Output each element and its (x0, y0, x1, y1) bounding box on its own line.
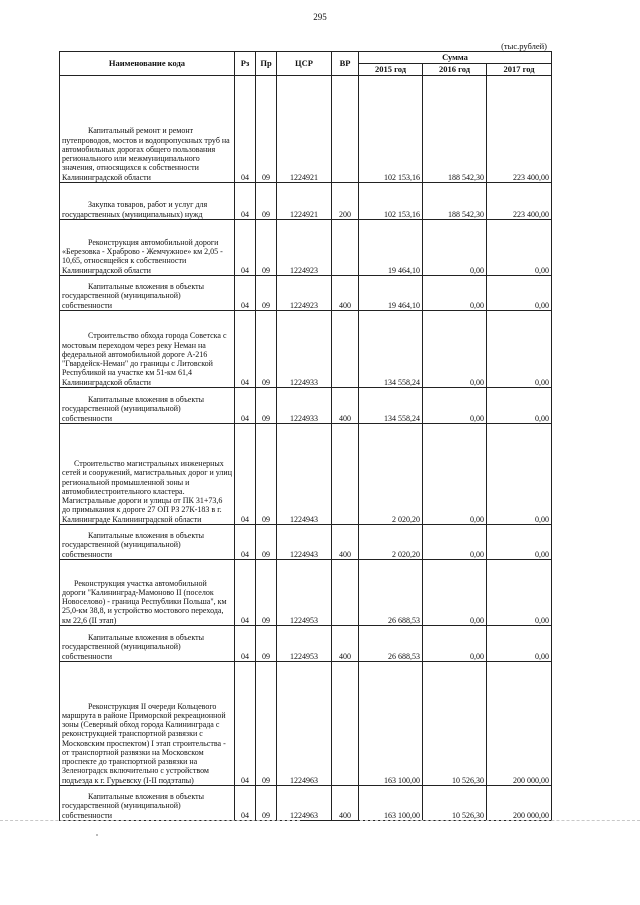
row-value-2015: 19 464,10 (359, 220, 423, 276)
header-rz: Рз (235, 52, 256, 76)
row-value-2017: 0,00 (487, 626, 552, 662)
table-row (60, 424, 552, 525)
row-rz: 04 (235, 183, 256, 220)
row-value-2016: 0,00 (423, 220, 487, 276)
row-rz: 04 (235, 220, 256, 276)
row-pr: 09 (256, 388, 277, 424)
row-csr: 1224953 (277, 626, 332, 662)
row-csr: 1224921 (277, 183, 332, 220)
row-rz: 04 (235, 662, 256, 786)
table-row (60, 626, 552, 662)
row-rz: 04 (235, 525, 256, 560)
row-rz: 04 (235, 786, 256, 821)
row-vr (332, 220, 359, 276)
row-csr: 1224963 (277, 786, 332, 821)
row-value-2017: 0,00 (487, 311, 552, 388)
row-value-2015: 134 558,24 (359, 311, 423, 388)
row-pr: 09 (256, 786, 277, 821)
row-value-2015: 163 100,00 (359, 786, 423, 821)
row-name: Строительство магистральных инженерных сетей и сооружений, магистральных дорог и улиц региональной промышленной зоны и автомобилестроительного кластера. Магистральные дороги и улицы от ПК 31+73,6 до примыкания к дороге 27 ОП РЗ 27К-183 в г. Калининграде Калининградской области (60, 424, 235, 525)
row-rz: 04 (235, 424, 256, 525)
row-pr: 09 (256, 183, 277, 220)
table-row (60, 786, 552, 821)
row-value-2016: 188 542,30 (423, 183, 487, 220)
row-name: Реконструкция участка автомобильной дороги "Калининград-Мамоново II (поселок Новоселово) - граница Республики Польша", км 25,0-км 38,8, и устройство мостового перехода, км 22,6 (II этап) (60, 560, 235, 626)
row-name: Капитальные вложения в объекты государственной (муниципальной) собственности (60, 388, 235, 424)
budget-table (59, 51, 552, 821)
row-value-2016: 0,00 (423, 388, 487, 424)
table-row (60, 276, 552, 311)
row-value-2017: 0,00 (487, 424, 552, 525)
row-value-2015: 102 153,16 (359, 183, 423, 220)
row-value-2017: 0,00 (487, 276, 552, 311)
row-rz: 04 (235, 626, 256, 662)
row-value-2016: 0,00 (423, 560, 487, 626)
row-value-2016: 0,00 (423, 626, 487, 662)
row-value-2017: 0,00 (487, 220, 552, 276)
row-pr: 09 (256, 662, 277, 786)
header-sum: Сумма (359, 52, 552, 64)
footer-dashed-line (0, 820, 300, 821)
row-rz: 04 (235, 276, 256, 311)
row-name: Капитальные вложения в объекты государственной (муниципальной) собственности (60, 786, 235, 821)
row-pr: 09 (256, 626, 277, 662)
scan-speck (96, 834, 98, 836)
footer-dashed-line (360, 820, 640, 821)
row-name: Реконструкция автомобильной дороги «Березовка - Храброво - Жемчужное» км 2,05 - 10,65, относящейся к собственности Калининградской области (60, 220, 235, 276)
header-year-2016: 2016 год (423, 64, 487, 76)
row-vr (332, 424, 359, 525)
row-name: Капитальные вложения в объекты государственной (муниципальной) собственности (60, 626, 235, 662)
row-rz: 04 (235, 560, 256, 626)
row-value-2016: 10 526,30 (423, 786, 487, 821)
row-pr: 09 (256, 276, 277, 311)
row-pr: 09 (256, 560, 277, 626)
row-vr (332, 560, 359, 626)
row-value-2017: 0,00 (487, 560, 552, 626)
row-value-2017: 200 000,00 (487, 662, 552, 786)
row-csr: 1224933 (277, 311, 332, 388)
row-value-2017: 223 400,00 (487, 183, 552, 220)
row-name: Капитальный ремонт и ремонт путепроводов, мостов и водопропускных труб на автомобильных дорогах общего пользования регионального или межмуниципального значения, относящихся к собственности Калининградской области (60, 76, 235, 183)
row-csr: 1224933 (277, 388, 332, 424)
row-value-2016: 0,00 (423, 525, 487, 560)
row-pr: 09 (256, 220, 277, 276)
row-name: Строительство обхода города Советска с мостовым переходом через реку Неман на федеральной автомобильной дороге А-216 "Гвардейск-Неман" до границы с Литовской Республикой на участке км 51-км 61,4 Калининградской области (60, 311, 235, 388)
row-value-2015: 163 100,00 (359, 662, 423, 786)
row-vr: 400 (332, 388, 359, 424)
row-value-2017: 0,00 (487, 525, 552, 560)
header-vr: ВР (332, 52, 359, 76)
row-value-2015: 19 464,10 (359, 276, 423, 311)
row-name: Капитальные вложения в объекты государственной (муниципальной) собственности (60, 525, 235, 560)
row-name: Капитальные вложения в объекты государственной (муниципальной) собственности (60, 276, 235, 311)
row-value-2016: 0,00 (423, 276, 487, 311)
row-rz: 04 (235, 388, 256, 424)
row-value-2015: 26 688,53 (359, 626, 423, 662)
row-pr: 09 (256, 525, 277, 560)
table-row (60, 76, 552, 183)
row-value-2017: 200 000,00 (487, 786, 552, 821)
row-value-2015: 2 020,20 (359, 424, 423, 525)
table-row (60, 388, 552, 424)
row-value-2015: 102 153,16 (359, 76, 423, 183)
row-vr: 400 (332, 525, 359, 560)
row-value-2015: 2 020,20 (359, 525, 423, 560)
row-csr: 1224963 (277, 662, 332, 786)
table-row (60, 311, 552, 388)
row-vr: 200 (332, 183, 359, 220)
row-name: Закупка товаров, работ и услуг для государственных (муниципальных) нужд (60, 183, 235, 220)
row-value-2017: 0,00 (487, 388, 552, 424)
header-year-2015: 2015 год (359, 64, 423, 76)
row-value-2015: 26 688,53 (359, 560, 423, 626)
row-vr (332, 311, 359, 388)
page-number: 295 (313, 12, 327, 22)
table-row (60, 183, 552, 220)
units-label: (тыс.рублей) (501, 41, 547, 51)
row-value-2016: 0,00 (423, 424, 487, 525)
row-rz: 04 (235, 76, 256, 183)
row-vr (332, 76, 359, 183)
row-csr: 1224943 (277, 424, 332, 525)
row-csr: 1224953 (277, 560, 332, 626)
row-value-2015: 134 558,24 (359, 388, 423, 424)
row-vr: 400 (332, 276, 359, 311)
row-value-2016: 188 542,30 (423, 76, 487, 183)
row-vr: 400 (332, 786, 359, 821)
header-csr: ЦСР (277, 52, 332, 76)
table-row (60, 220, 552, 276)
row-csr: 1224923 (277, 276, 332, 311)
header-pr: Пр (256, 52, 277, 76)
table-row (60, 525, 552, 560)
row-csr: 1224921 (277, 76, 332, 183)
row-name: Реконструкция II очереди Кольцевого маршрута в районе Приморской рекреационной зоны (Северный обход города Калининграда с реконструкцией транспортной развязки с Московским проспектом) I этап строительства - от транспортной развязки на Московском проспекте до транспортной развязки на Зеленоградск включительно с устройством подъезда к г. Гурьевску (I-II подэтапы) (60, 662, 235, 786)
row-csr: 1224943 (277, 525, 332, 560)
row-value-2016: 10 526,30 (423, 662, 487, 786)
row-pr: 09 (256, 424, 277, 525)
row-value-2016: 0,00 (423, 311, 487, 388)
row-pr: 09 (256, 76, 277, 183)
row-csr: 1224923 (277, 220, 332, 276)
header-name: Наименование кода (60, 52, 235, 76)
row-vr (332, 662, 359, 786)
table-row (60, 560, 552, 626)
row-rz: 04 (235, 311, 256, 388)
row-vr: 400 (332, 626, 359, 662)
row-value-2017: 223 400,00 (487, 76, 552, 183)
header-year-2017: 2017 год (487, 64, 552, 76)
row-pr: 09 (256, 311, 277, 388)
table-row (60, 662, 552, 786)
